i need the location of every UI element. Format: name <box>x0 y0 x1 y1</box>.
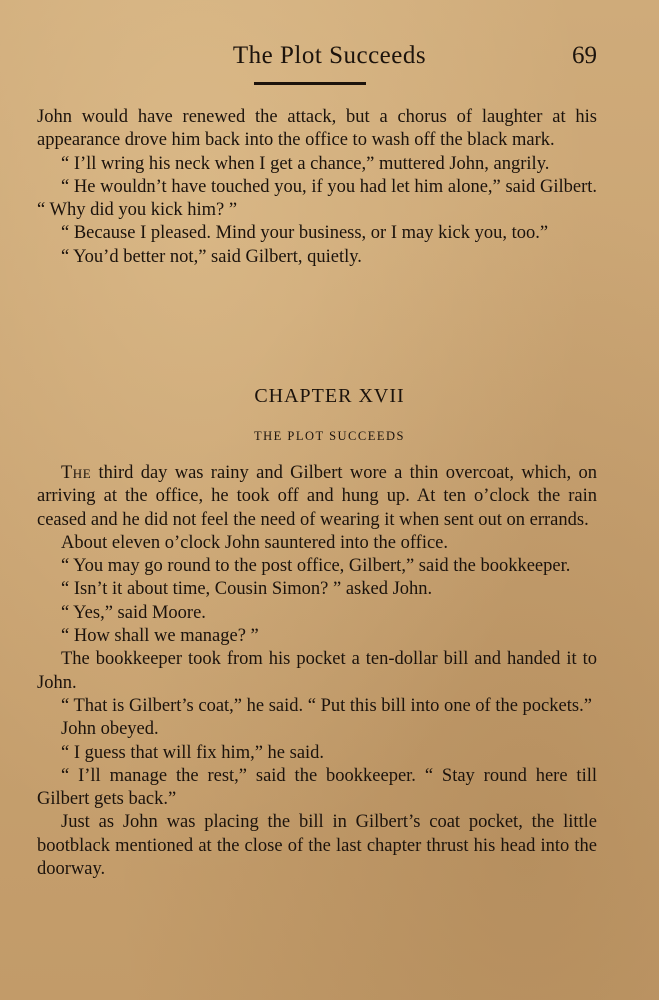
paragraph: About eleven o’clock John sauntered into the office. <box>61 532 449 553</box>
running-title: The Plot Succeeds <box>232 42 427 69</box>
opening-first-word: The <box>61 463 92 483</box>
paragraph: “ Isn’t it about time, Cousin Simon? ” asked John. <box>61 579 433 600</box>
opening-paragraph <box>37 462 597 532</box>
header-rule <box>254 82 366 85</box>
paragraph: “ How shall we manage? ” <box>61 626 259 647</box>
paragraph: The bookkeeper took from his pocket a ten-dollar bill and handed it to John. <box>37 649 597 693</box>
opening-rest: third day was rainy and Gilbert wore a thin overcoat, which, on arriving at the office, he took off and hung up. At ten o’clock the rain ceased and he did not feel the need of wearing it when sent out on errands. <box>37 463 597 530</box>
paragraph: “ You’d better not,” said Gilbert, quietly. <box>61 246 362 267</box>
paragraph: “ I’ll manage the rest,” said the bookkeeper. “ Stay round here till Gilbert gets back.” <box>37 765 597 810</box>
paragraph: “ He wouldn’t have touched you, if you had let him alone,” said Gilbert. “ Why did you kick him? ” <box>37 176 597 221</box>
chapter-heading: CHAPTER XVII <box>254 385 405 407</box>
chapter-subtitle: THE PLOT SUCCEEDS <box>254 429 405 443</box>
paragraph: Just as John was placing the bill in Gilbert’s coat pocket, the little bootblack mentioned at the close of the last chapter thrust his head into the doorway. <box>37 812 597 880</box>
paragraph: “ Because I pleased. Mind your business, or I may kick you, too.” <box>61 223 549 244</box>
running-head <box>0 40 659 80</box>
paragraph: “ I’ll wring his neck when I get a chance,” muttered John, angrily. <box>61 153 550 174</box>
chapter-text <box>37 462 597 881</box>
page-number: 69 <box>572 42 597 69</box>
paragraph: “ That is Gilbert’s coat,” he said. “ Put this bill into one of the pockets.” <box>61 695 592 716</box>
paragraph: “ Yes,” said Moore. <box>61 602 206 623</box>
paragraph: “ I guess that will fix him,” he said. <box>61 742 325 763</box>
paragraph: John would have renewed the attack, but a chorus of laughter at his appearance drove him back into the office to wash off the black mark. <box>37 107 597 151</box>
paragraph: “ You may go round to the post office, Gilbert,” said the bookkeeper. <box>61 556 571 577</box>
paragraph: John obeyed. <box>61 719 159 740</box>
previous-chapter-text <box>37 106 597 269</box>
